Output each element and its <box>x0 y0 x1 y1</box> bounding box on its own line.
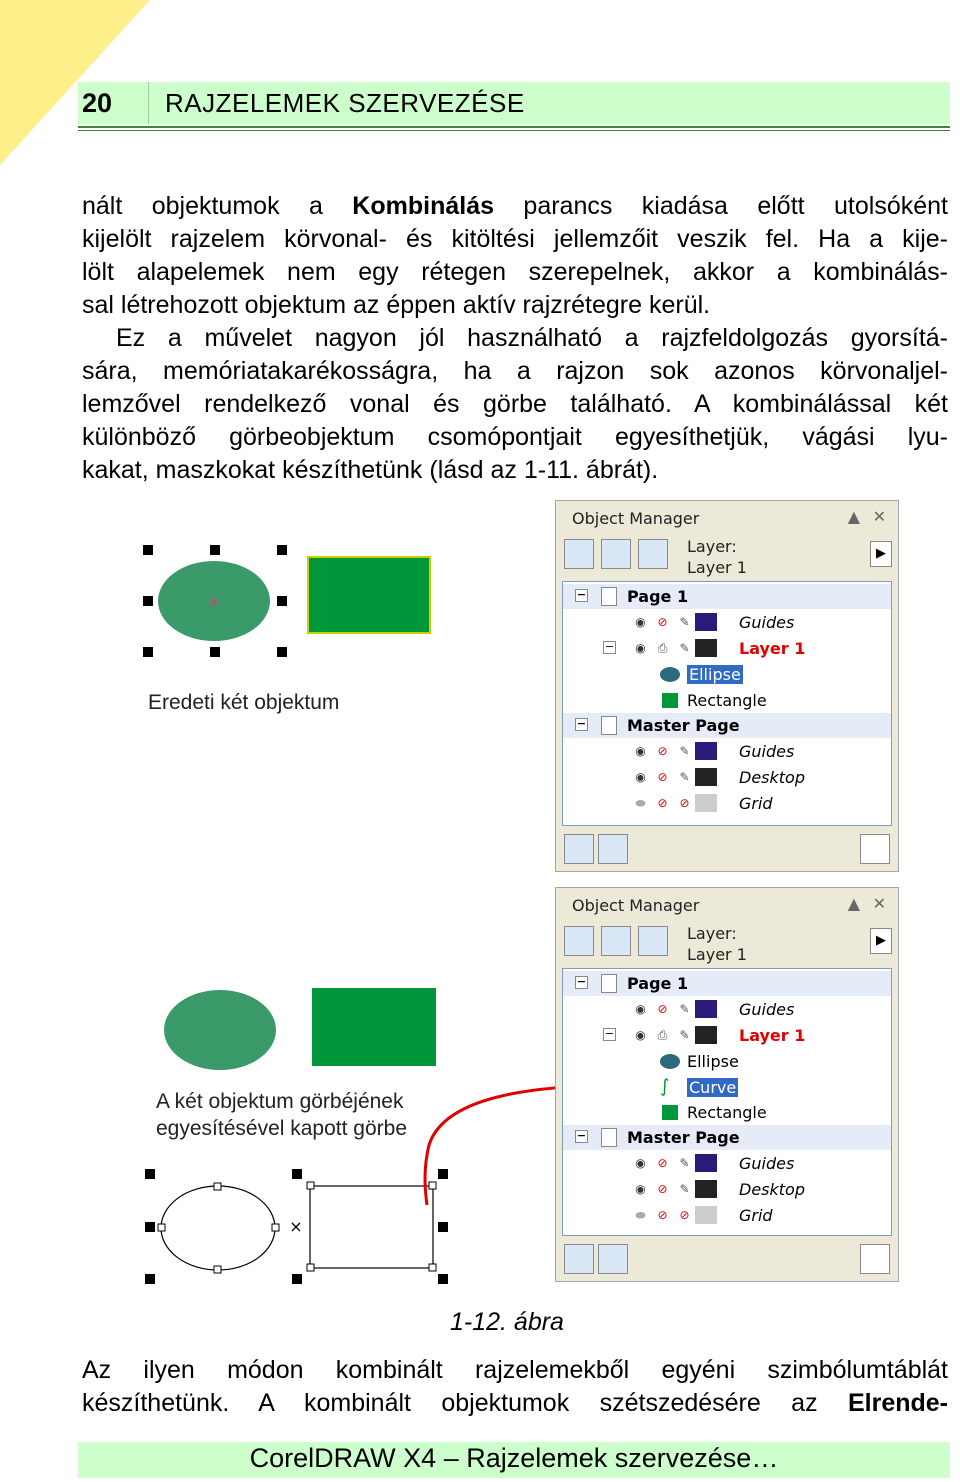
header-rule <box>78 126 950 128</box>
active-layer-label: Layer: <box>687 924 737 943</box>
tree-row-guides[interactable]: ◉ ⊘ ✎ Guides <box>563 997 891 1022</box>
selection-handle <box>143 596 153 606</box>
edit-icon: ✎ <box>679 1002 690 1016</box>
tree-row-rectangle[interactable]: Rectangle <box>563 1100 891 1125</box>
combined-objects <box>150 980 450 1070</box>
text-line: kakat, maszkokat készíthetünk (lásd az 1-11. ábrát). <box>82 456 659 484</box>
page-icon <box>601 716 617 735</box>
figure-label-original: Eredeti két objektum <box>148 691 340 714</box>
new-master-layer-icon[interactable] <box>598 1244 628 1274</box>
figure-label-combined-1: A két objektum görbéjének <box>156 1090 404 1113</box>
layer-color-swatch <box>695 794 717 812</box>
layer-color-swatch <box>695 1206 717 1224</box>
selection-handle <box>143 545 153 555</box>
edit-disabled-icon: ⊘ <box>679 1208 690 1222</box>
edit-disabled-icon: ⊘ <box>679 796 690 810</box>
print-disabled-icon: ⊘ <box>657 796 668 810</box>
node <box>429 1264 436 1271</box>
panel-title: Object Manager <box>572 509 700 528</box>
print-disabled-icon: ⊘ <box>657 1156 668 1170</box>
layer-manager-view-icon[interactable] <box>638 926 668 956</box>
show-properties-icon[interactable] <box>564 539 594 569</box>
selection-handle <box>210 545 220 555</box>
text-line: sára, memóriatakarékosságra, ha a rajzon sok azonos körvonaljel- <box>82 357 948 385</box>
tree-row-grid[interactable]: ⬬ ⊘ ⊘ Grid <box>563 1203 891 1228</box>
node <box>272 1224 279 1231</box>
tree-row-page1[interactable]: − Page 1 <box>563 971 891 996</box>
layer-color-swatch <box>695 1000 717 1018</box>
page-icon <box>601 1128 617 1147</box>
layer-manager-view-icon[interactable] <box>638 539 668 569</box>
tree-row-page1[interactable]: − Page 1 <box>563 584 891 609</box>
collapse-icon[interactable]: ▲ <box>847 507 860 526</box>
original-objects <box>130 535 450 670</box>
curve-outline <box>140 1160 460 1290</box>
print-disabled-icon: ⊘ <box>657 1002 668 1016</box>
layer-color-swatch <box>695 613 717 631</box>
close-icon[interactable]: ✕ <box>872 894 886 913</box>
chapter-title: RAJZELEMEK SZERVEZÉSE <box>165 88 525 118</box>
text-line: sal létrehozott objektum az éppen aktív rajzrétegre kerül. <box>82 291 711 319</box>
page-number: 20 <box>82 88 113 118</box>
panel-title: Object Manager <box>572 896 700 915</box>
printer-icon: ⎙ <box>657 1028 668 1042</box>
selection-handle <box>210 647 220 657</box>
footer-title: CorelDRAW X4 – Rajzelemek szervezése… <box>249 1443 779 1473</box>
selection-handle <box>438 1222 448 1232</box>
tree-row-curve[interactable]: ∫ Curve <box>660 1076 737 1097</box>
object-manager-panel-1 <box>555 500 899 872</box>
ellipse-outline <box>161 1186 275 1270</box>
layer-color-swatch <box>695 1180 717 1198</box>
text-line: nált objektumok a Kombinálás parancs kiadása előtt utolsóként <box>82 192 948 220</box>
tree-row-guides[interactable]: ◉ ⊘ ✎ Guides <box>563 610 891 635</box>
rectangle-object-icon <box>662 693 678 708</box>
active-layer-value: Layer 1 <box>687 945 747 964</box>
eye-icon: ◉ <box>635 615 646 629</box>
print-disabled-icon: ⊘ <box>657 770 668 784</box>
print-disabled-icon: ⊘ <box>657 1208 668 1222</box>
node <box>214 1266 221 1273</box>
text-line: Az ilyen módon kombinált rajzelemekből egyéni szimbólumtáblát <box>82 1356 948 1384</box>
selection-handle <box>277 545 287 555</box>
tree-row-ellipse[interactable]: Ellipse <box>563 1049 891 1074</box>
figure-caption: 1-12. ábra <box>450 1308 564 1336</box>
ellipse-object-icon <box>660 667 680 682</box>
layer-color-swatch <box>695 639 717 657</box>
eye-icon: ◉ <box>635 641 646 655</box>
new-layer-icon[interactable] <box>564 1244 594 1274</box>
node <box>158 1224 165 1231</box>
eye-icon: ◉ <box>635 1028 646 1042</box>
new-layer-icon[interactable] <box>564 834 594 864</box>
selection-handle <box>438 1274 448 1284</box>
printer-icon: ⎙ <box>657 641 668 655</box>
body-paragraph-1 <box>82 190 948 487</box>
edit-icon: ✎ <box>679 744 690 758</box>
eye-icon: ◉ <box>635 1182 646 1196</box>
hidden-eye-icon: ⬬ <box>635 1208 646 1222</box>
new-master-layer-icon[interactable] <box>598 834 628 864</box>
print-disabled-icon: ⊘ <box>657 1182 668 1196</box>
edit-icon: ✎ <box>679 641 690 655</box>
text-line: lemzővel rendelkező vonal és görbe található. A kombinálással két <box>82 390 948 418</box>
selection-handle <box>145 1222 155 1232</box>
selection-handle <box>143 647 153 657</box>
rectangle-shape <box>308 557 430 633</box>
figure-label-combined-2: egyesítésével kapott görbe <box>156 1117 407 1140</box>
layer-color-swatch <box>695 768 717 786</box>
selection-handle <box>292 1169 302 1179</box>
rectangle-object-icon <box>662 1105 678 1120</box>
show-edit-across-layers-icon[interactable] <box>601 539 631 569</box>
layer-color-swatch <box>695 742 717 760</box>
trash-icon[interactable] <box>860 834 890 864</box>
text-line: Ez a művelet nagyon jól használható a rajzfeldolgozás gyorsítá- <box>116 324 948 352</box>
flyout-menu-arrow[interactable]: ▶ <box>870 928 892 954</box>
text-line: kijelölt rajzelem körvonal- és kitöltési jellemzőit veszik fel. Ha a kije- <box>82 225 948 253</box>
layer-color-swatch <box>695 1026 717 1044</box>
node <box>214 1183 221 1190</box>
edit-icon: ✎ <box>679 1182 690 1196</box>
ellipse-object-icon <box>660 1054 680 1069</box>
edit-icon: ✎ <box>679 615 690 629</box>
center-mark: × <box>207 592 221 611</box>
active-layer-label: Layer: <box>687 537 737 556</box>
selection-handle <box>277 596 287 606</box>
tree-row-master-page[interactable]: − Master Page <box>563 713 891 738</box>
text-line: különböző görbeobjektum csomópontjait egyesíthetjük, vágási lyu- <box>82 423 948 451</box>
tree-row-ellipse[interactable]: Ellipse <box>563 662 891 687</box>
selection-handle <box>277 647 287 657</box>
page-icon <box>601 974 617 993</box>
object-tree <box>562 968 892 1236</box>
tree-row-master-page[interactable]: − Master Page <box>563 1125 891 1150</box>
curve-object-icon: ∫ <box>660 1076 670 1097</box>
selection-handle <box>145 1274 155 1284</box>
edit-icon: ✎ <box>679 1028 690 1042</box>
text-line: készíthetünk. A kombinált objektumok szétszedésére az Elrende- <box>82 1389 948 1417</box>
edit-icon: ✎ <box>679 770 690 784</box>
trash-icon[interactable] <box>860 1244 890 1274</box>
selection-handle <box>145 1169 155 1179</box>
show-properties-icon[interactable] <box>564 926 594 956</box>
edit-icon: ✎ <box>679 1156 690 1170</box>
node <box>307 1264 314 1271</box>
collapse-icon[interactable]: ▲ <box>847 894 860 913</box>
print-disabled-icon: ⊘ <box>657 744 668 758</box>
page-icon <box>601 587 617 606</box>
tree-row-desktop[interactable]: ◉ ⊘ ✎ Desktop <box>563 1177 891 1202</box>
layer-color-swatch <box>695 1154 717 1172</box>
eye-icon: ◉ <box>635 770 646 784</box>
tree-row-desktop[interactable]: ◉ ⊘ ✎ Desktop <box>563 765 891 790</box>
tree-row-master-guides[interactable]: ◉ ⊘ ✎ Guides <box>563 739 891 764</box>
hidden-eye-icon: ⬬ <box>635 796 646 810</box>
header-rule-thin <box>78 130 950 131</box>
object-manager-panel-2 <box>555 887 899 1282</box>
center-mark: × <box>289 1217 303 1236</box>
body-paragraph-2 <box>82 1354 948 1420</box>
flyout-menu-arrow[interactable]: ▶ <box>870 541 892 567</box>
eye-icon: ◉ <box>635 1002 646 1016</box>
header-divider <box>148 82 149 124</box>
print-disabled-icon: ⊘ <box>657 615 668 629</box>
active-layer-value: Layer 1 <box>687 558 747 577</box>
eye-icon: ◉ <box>635 744 646 758</box>
tree-row-layer1[interactable]: − ◉ ⎙ ✎ Layer 1 <box>604 1026 806 1045</box>
show-edit-across-layers-icon[interactable] <box>601 926 631 956</box>
node <box>307 1182 314 1189</box>
object-tree <box>562 581 892 826</box>
close-icon[interactable]: ✕ <box>872 507 886 526</box>
selection-handle <box>292 1274 302 1284</box>
rectangle-shape <box>312 988 436 1066</box>
tree-row-rectangle[interactable]: Rectangle <box>563 688 891 713</box>
ellipse-shape <box>164 990 276 1070</box>
text-line: lölt alapelemek nem egy rétegen szerepelnek, akkor a kombinálás- <box>82 258 948 286</box>
tree-row-grid[interactable]: ⬬ ⊘ ⊘ Grid <box>563 791 891 816</box>
eye-icon: ◉ <box>635 1156 646 1170</box>
tree-row-layer1[interactable]: − ◉ ⎙ ✎ Layer 1 <box>604 639 806 658</box>
tree-row-master-guides[interactable]: ◉ ⊘ ✎ Guides <box>563 1151 891 1176</box>
